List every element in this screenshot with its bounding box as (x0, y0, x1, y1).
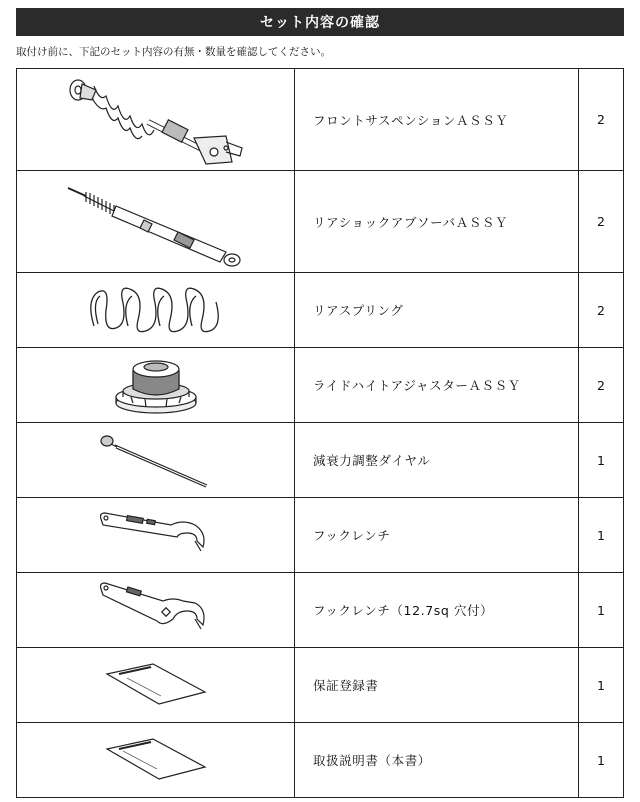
item-name: リアスプリング (295, 273, 579, 348)
ride-height-adjuster-icon (101, 351, 211, 419)
table-row (17, 573, 624, 648)
item-image-cell (17, 573, 295, 648)
front-suspension-icon (56, 72, 256, 168)
item-name: フックレンチ (295, 498, 579, 573)
item-qty: 1 (579, 498, 624, 573)
item-qty: 1 (579, 573, 624, 648)
table-row (17, 69, 624, 171)
item-qty: 1 (579, 423, 624, 498)
item-image-cell (17, 648, 295, 723)
rear-spring-icon (76, 280, 236, 340)
item-name: 保証登録書 (295, 648, 579, 723)
item-name: 減衰力調整ダイヤル (295, 423, 579, 498)
item-name: 取扱説明書（本書） (295, 723, 579, 798)
item-image-cell (17, 273, 295, 348)
table-row (17, 423, 624, 498)
item-qty: 2 (579, 348, 624, 423)
item-image-cell (17, 498, 295, 573)
table-row (17, 171, 624, 273)
item-image-cell (17, 69, 295, 171)
table-row (17, 273, 624, 348)
section-header (16, 8, 624, 36)
item-qty: 2 (579, 273, 624, 348)
item-qty: 2 (579, 69, 624, 171)
item-qty: 2 (579, 171, 624, 273)
item-qty: 1 (579, 648, 624, 723)
item-name: リアショックアブソーバＡＳＳＹ (295, 171, 579, 273)
item-qty: 1 (579, 723, 624, 798)
item-image-cell (17, 723, 295, 798)
item-name: フロントサスペンションＡＳＳＹ (295, 69, 579, 171)
damping-dial-icon (91, 429, 221, 491)
warranty-card-icon (101, 660, 211, 710)
item-name: ライドハイトアジャスターＡＳＳＹ (295, 348, 579, 423)
hook-wrench-icon (91, 507, 221, 563)
item-image-cell (17, 171, 295, 273)
item-name: フックレンチ（12.7sq 穴付） (295, 573, 579, 648)
set-contents-table (16, 68, 624, 798)
intro-text: 取付け前に、下記のセット内容の有無・数量を確認してください。 (16, 46, 331, 58)
table-row (17, 348, 624, 423)
instruction-manual-icon (101, 735, 211, 785)
table-row (17, 723, 624, 798)
item-image-cell (17, 348, 295, 423)
table-row (17, 498, 624, 573)
table-row (17, 648, 624, 723)
rear-shock-absorber-icon (56, 174, 256, 270)
item-image-cell (17, 423, 295, 498)
hook-wrench-square-hole-icon (91, 579, 221, 641)
section-title: セット内容の確認 (260, 15, 380, 31)
